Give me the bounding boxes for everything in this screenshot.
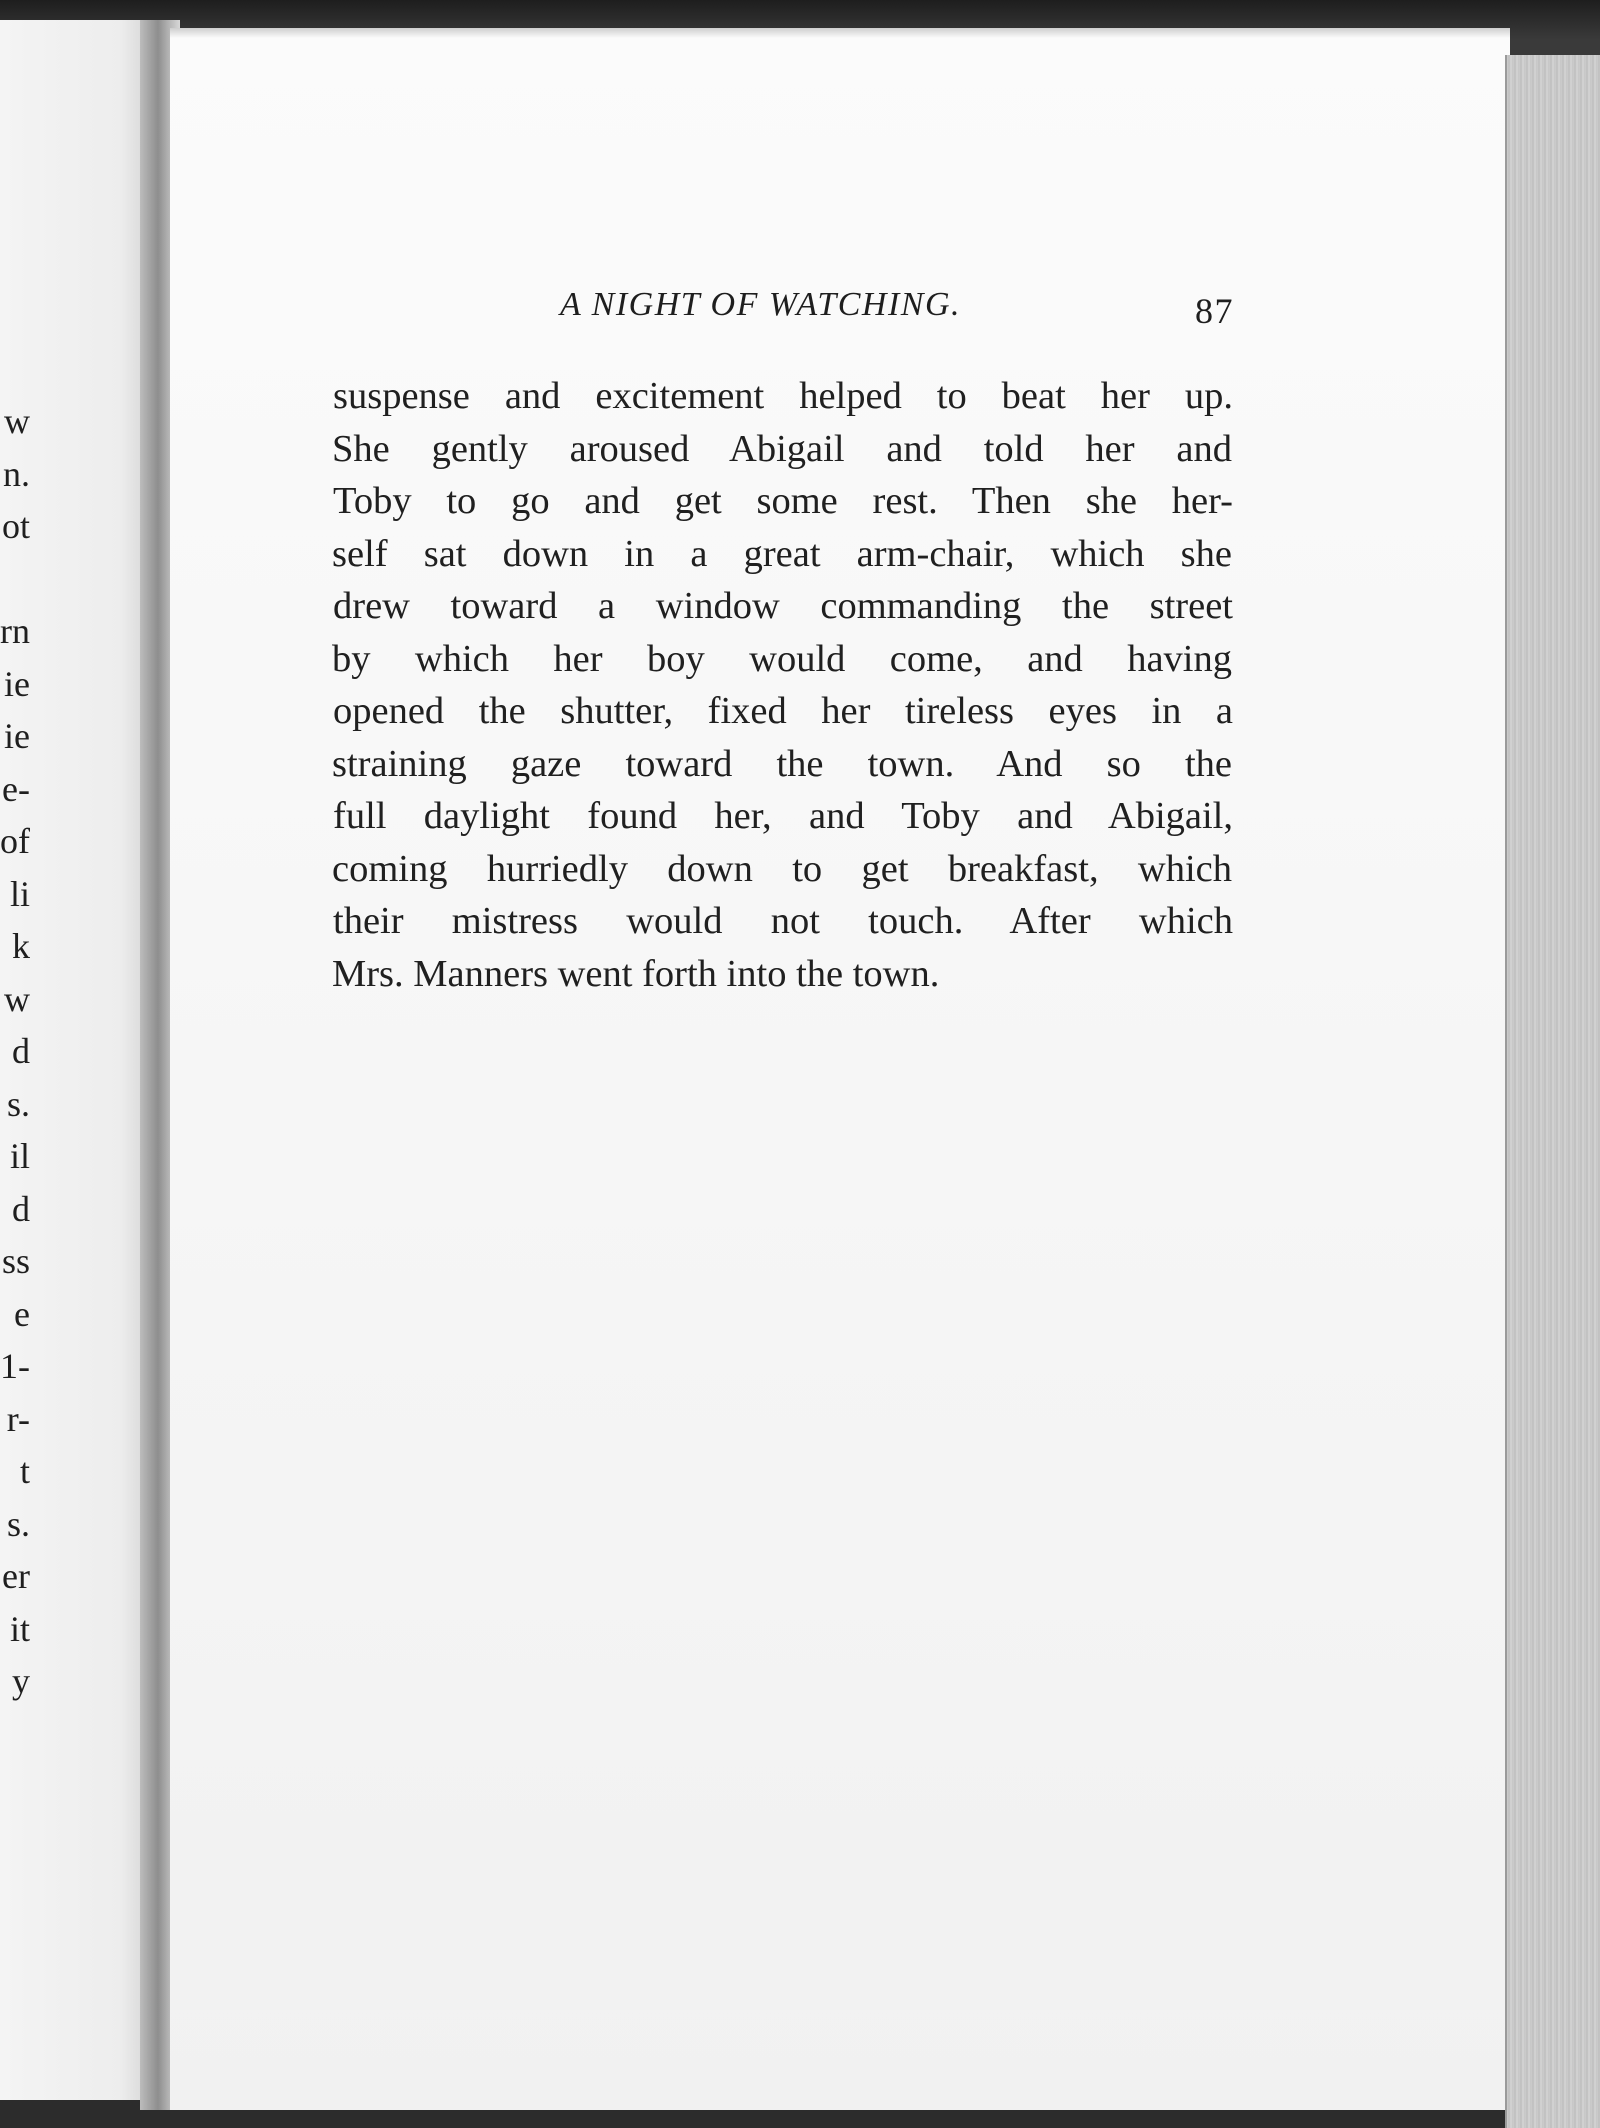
- left-fragment: ie: [4, 663, 30, 704]
- running-head: [330, 286, 1234, 346]
- running-title: A NIGHT OF WATCHING.: [560, 286, 962, 323]
- text-line: She gently aroused Abigail and told her and: [332, 427, 1232, 470]
- text-line: Toby to go and get some rest. Then she her-: [333, 480, 1233, 522]
- left-fragment: of: [0, 821, 30, 861]
- left-fragment: ie: [4, 716, 30, 756]
- left-fragment: k: [12, 926, 30, 966]
- left-fragment: n.: [3, 453, 30, 494]
- text-line: opened the shutter, fixed her tireless eyes in a: [333, 690, 1233, 732]
- text-line: self sat down in a great arm-chair, which she: [332, 532, 1232, 575]
- left-fragment: d: [12, 1188, 30, 1229]
- left-fragment: s.: [6, 1503, 30, 1544]
- left-fragment: w: [4, 401, 30, 441]
- left-fragment: y: [12, 1661, 30, 1701]
- text-line: their mistress would not touch. After which: [333, 900, 1233, 942]
- left-fragment: e-: [2, 768, 30, 809]
- left-fragment: d: [12, 1031, 30, 1071]
- left-fragment: 1-: [0, 1346, 30, 1386]
- left-fragment: ot: [1, 506, 30, 546]
- left-fragment: ss: [1, 1241, 30, 1281]
- body-text: [333, 370, 1233, 1000]
- text-line: coming hurriedly down to get breakfast, which: [332, 847, 1232, 890]
- left-page-line-fragments: [0, 395, 30, 1708]
- left-fragment: w: [4, 978, 30, 1019]
- text-line: Mrs. Manners went forth into the town.: [332, 952, 940, 995]
- left-facing-page: [0, 20, 160, 2100]
- text-line: drew toward a window commanding the street: [333, 585, 1233, 627]
- left-fragment: e: [14, 1293, 30, 1334]
- left-fragment: t: [19, 1451, 30, 1491]
- left-fragment: il: [9, 1136, 30, 1176]
- text-line: full daylight found her, and Toby and Abigail,: [333, 795, 1233, 837]
- left-fragment: li: [9, 873, 30, 914]
- left-fragment: it: [9, 1608, 30, 1649]
- page-top-shadow: [170, 28, 1510, 38]
- left-fragment: [0, 553, 30, 606]
- text-line: straining gaze toward the town. And so the: [332, 742, 1232, 785]
- left-fragment: r-: [6, 1398, 30, 1439]
- page-number: 87: [1195, 291, 1234, 331]
- left-fragment: s.: [6, 1083, 30, 1124]
- left-fragment: er: [2, 1556, 30, 1596]
- page-block-edges: [1505, 55, 1600, 2128]
- left-fragment: rn: [0, 611, 30, 651]
- text-line: by which her boy would come, and having: [332, 637, 1232, 680]
- text-line: suspense and excitement helped to beat her up.: [333, 375, 1233, 417]
